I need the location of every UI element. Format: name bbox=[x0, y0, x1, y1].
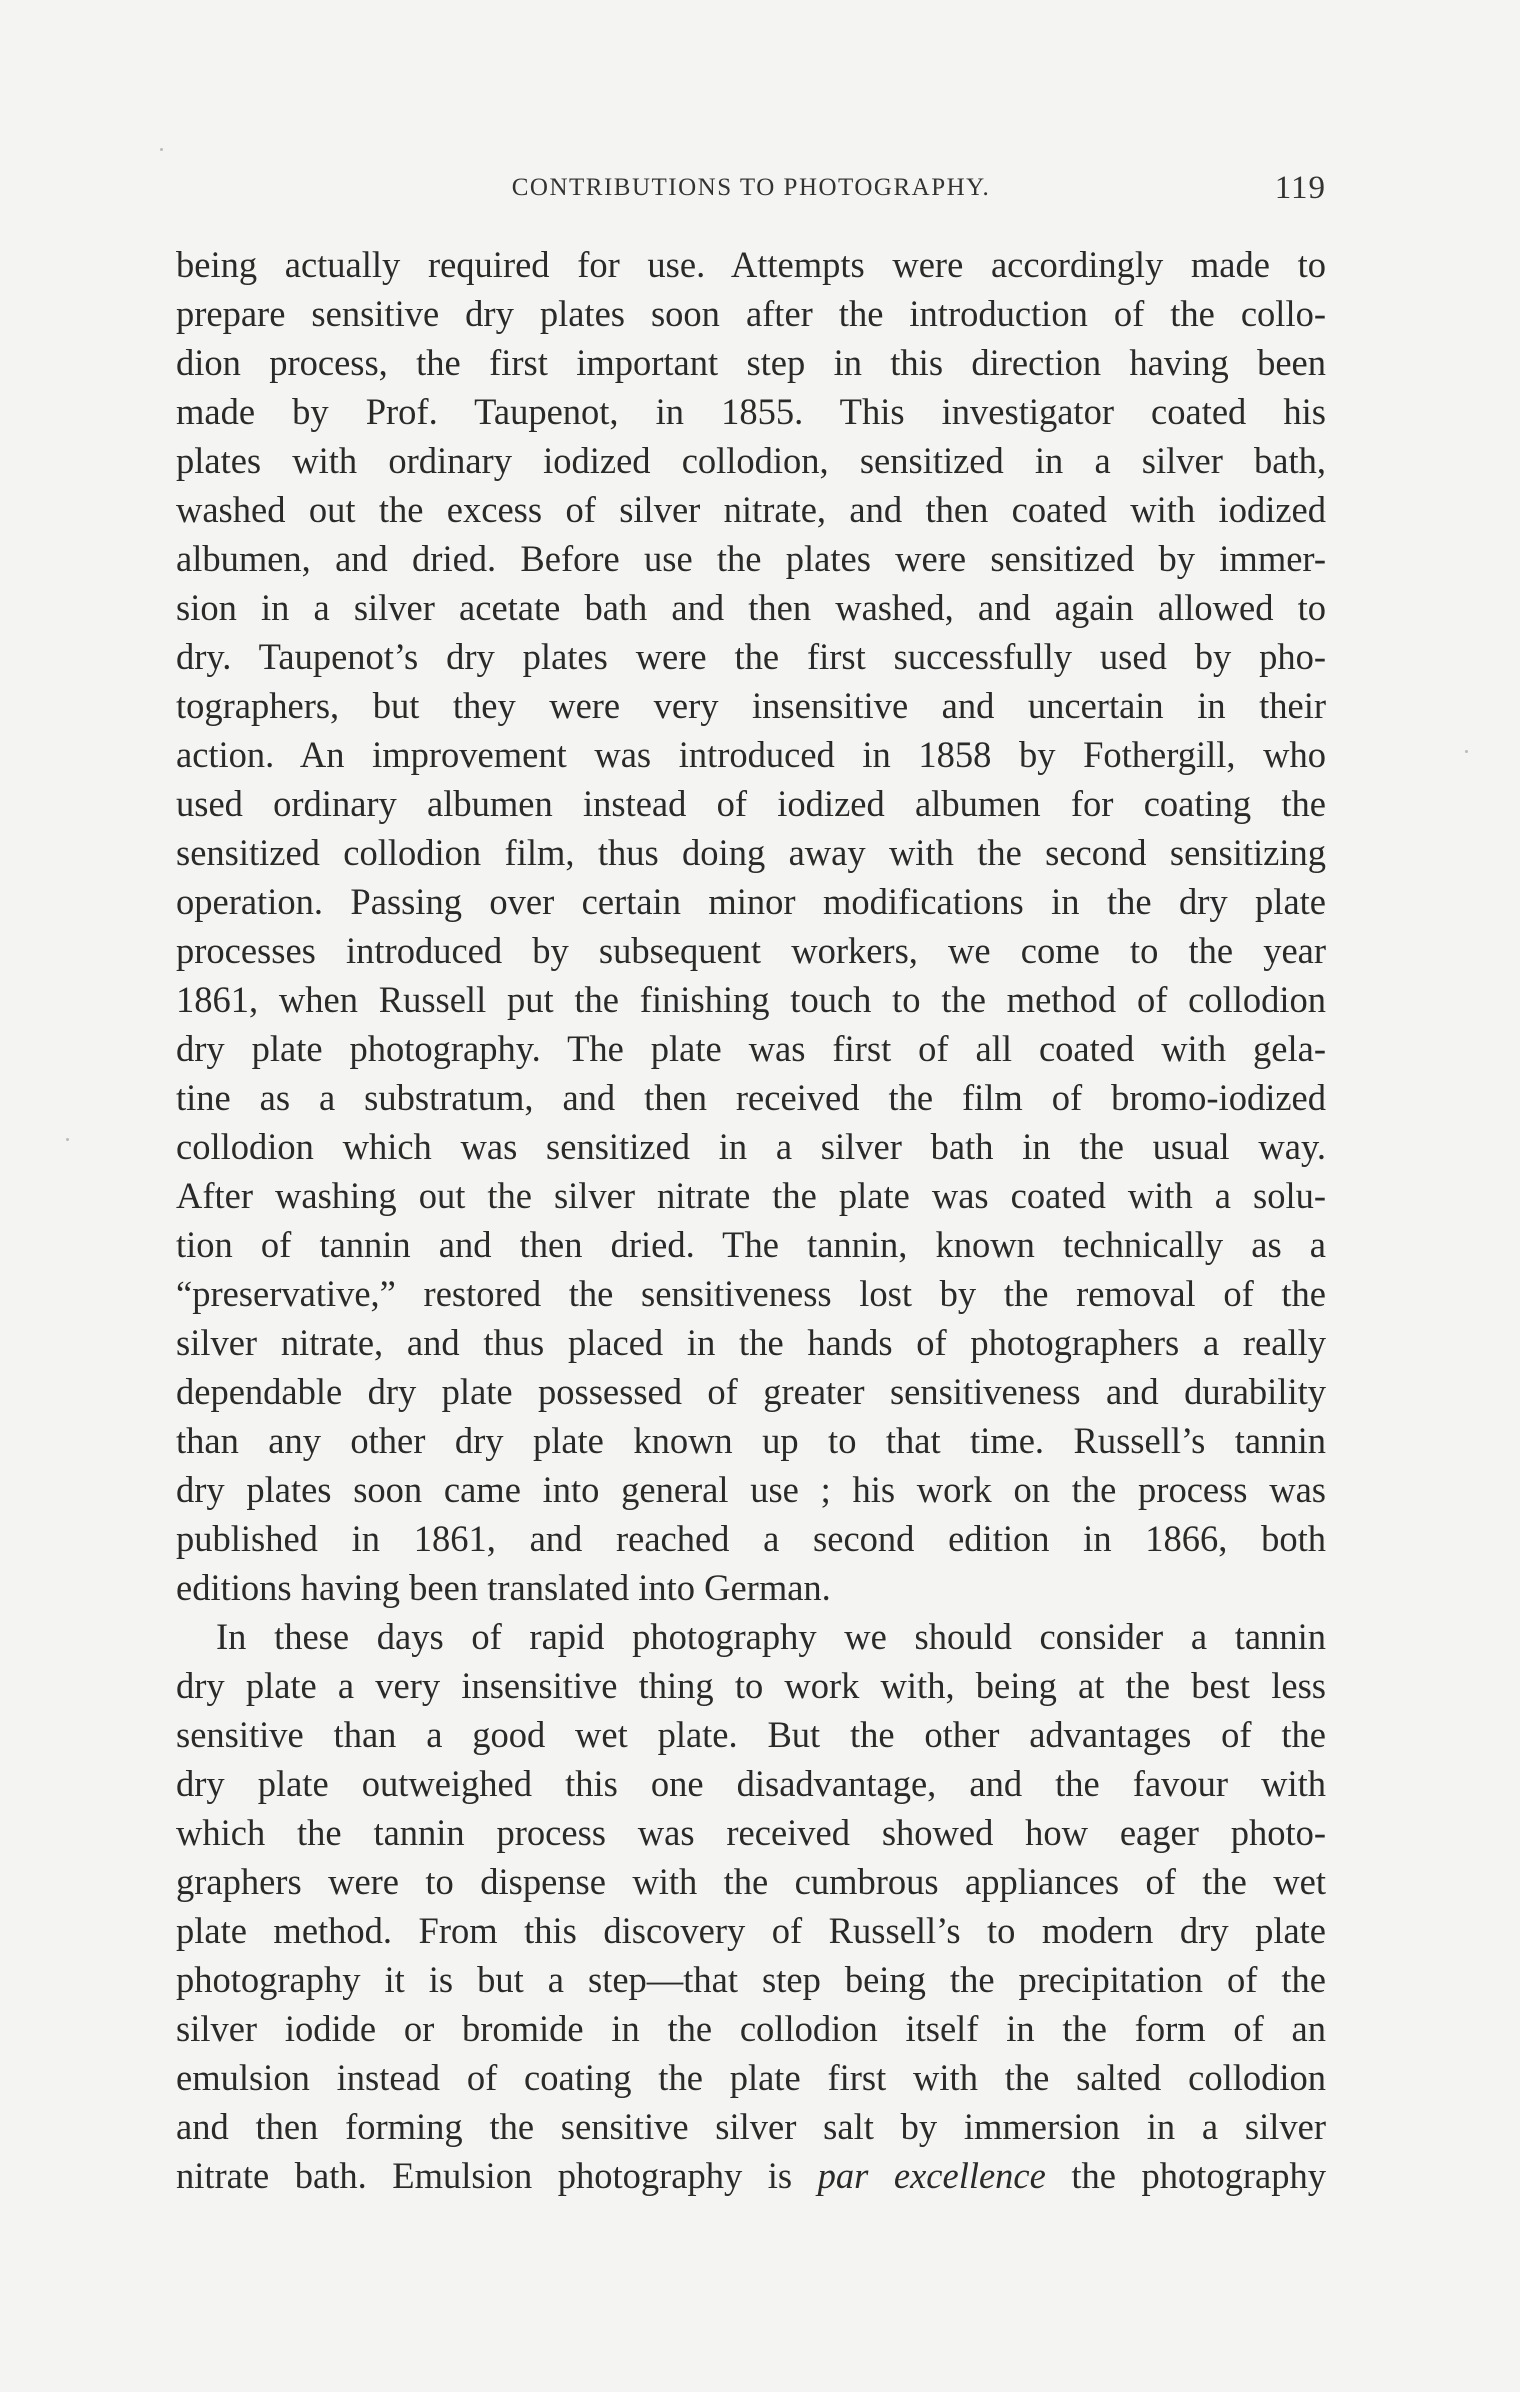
running-head bbox=[176, 170, 1326, 210]
body-text bbox=[176, 240, 1326, 2200]
text-line: photography it is but a step—that step being the precipitation of the bbox=[176, 1959, 1326, 2000]
text-line: “preservative,” restored the sensitiveness lost by the removal of the bbox=[176, 1273, 1326, 1314]
paragraph-1 bbox=[176, 240, 1326, 1612]
text-line: plate method. From this discovery of Russell’s to modern dry plate bbox=[176, 1910, 1326, 1951]
text-line: 1861, when Russell put the finishing touch to the method of collodion bbox=[176, 979, 1326, 1020]
text-line: dry. Taupenot’s dry plates were the first successfully used by pho- bbox=[176, 636, 1326, 677]
text-line: dry plate a very insensitive thing to work with, being at the best less bbox=[176, 1665, 1326, 1706]
text-line: and then forming the sensitive silver salt by immersion in a silver bbox=[176, 2106, 1326, 2147]
text-line: dry plates soon came into general use ; his work on the process was bbox=[176, 1469, 1326, 1510]
text-line: emulsion instead of coating the plate first with the salted collodion bbox=[176, 2057, 1326, 2098]
text-line: operation. Passing over certain minor modifications in the dry plate bbox=[176, 881, 1326, 922]
text-line: being actually required for use. Attempts were accordingly made to bbox=[176, 244, 1326, 285]
text-line-mixed bbox=[176, 2151, 1326, 2200]
text-line: than any other dry plate known up to that time. Russell’s tannin bbox=[176, 1420, 1326, 1461]
text-line: made by Prof. Taupenot, in 1855. This investigator coated his bbox=[176, 391, 1326, 432]
text-line: plates with ordinary iodized collodion, sensitized in a silver bath, bbox=[176, 440, 1326, 481]
text-line: processes introduced by subsequent workers, we come to the year bbox=[176, 930, 1326, 971]
text-line-last: editions having been translated into German. bbox=[176, 1567, 831, 1608]
text-line: silver iodide or bromide in the collodion itself in the form of an bbox=[176, 2008, 1326, 2049]
text-line: sensitized collodion film, thus doing away with the second sensitizing bbox=[176, 832, 1326, 873]
text-line: dry plate photography. The plate was first of all coated with gela- bbox=[176, 1028, 1326, 1069]
paper-speck bbox=[160, 148, 163, 151]
text-line: sensitive than a good wet plate. But the other advantages of the bbox=[176, 1714, 1326, 1755]
text-line: sion in a silver acetate bath and then washed, and again allowed to bbox=[176, 587, 1326, 628]
text-line: After washing out the silver nitrate the plate was coated with a solu- bbox=[176, 1175, 1326, 1216]
text-line: dependable dry plate possessed of greater sensitiveness and durability bbox=[176, 1371, 1326, 1412]
page-number: 119 bbox=[1274, 170, 1326, 206]
paragraph-2 bbox=[176, 1612, 1326, 2200]
text-line: silver nitrate, and thus placed in the hands of photographers a really bbox=[176, 1322, 1326, 1363]
text-line: used ordinary albumen instead of iodized albumen for coating the bbox=[176, 783, 1326, 824]
text-line: action. An improvement was introduced in 1858 by Fothergill, who bbox=[176, 734, 1326, 775]
text-line: graphers were to dispense with the cumbrous appliances of the wet bbox=[176, 1861, 1326, 1902]
text-line: published in 1861, and reached a second edition in 1866, both bbox=[176, 1518, 1326, 1559]
text-line: prepare sensitive dry plates soon after the introduction of the collo- bbox=[176, 293, 1326, 334]
text-line: albumen, and dried. Before use the plates were sensitized by immer- bbox=[176, 538, 1326, 579]
text-line: dion process, the first important step in this direction having been bbox=[176, 342, 1326, 383]
text-line: tographers, but they were very insensitive and uncertain in their bbox=[176, 685, 1326, 726]
paper-speck bbox=[66, 1138, 69, 1141]
text-line-first: In these days of rapid photography we should consider a tannin bbox=[216, 1616, 1326, 1657]
text-line: which the tannin process was received showed how eager photo- bbox=[176, 1812, 1326, 1853]
text-segment: the photography bbox=[1045, 2155, 1327, 2196]
text-line: collodion which was sensitized in a silver bath in the usual way. bbox=[176, 1126, 1326, 1167]
paper-speck bbox=[1465, 750, 1468, 753]
text-segment: nitrate bath. Emulsion photography is bbox=[176, 2155, 818, 2196]
text-line: tine as a substratum, and then received the film of bromo-iodized bbox=[176, 1077, 1326, 1118]
italic-phrase: par excellence bbox=[817, 2155, 1046, 2196]
running-title: CONTRIBUTIONS TO PHOTOGRAPHY. bbox=[511, 174, 991, 201]
text-line: tion of tannin and then dried. The tannin, known technically as a bbox=[176, 1224, 1326, 1265]
text-line: dry plate outweighed this one disadvantage, and the favour with bbox=[176, 1763, 1326, 1804]
text-line: washed out the excess of silver nitrate, and then coated with iodized bbox=[176, 489, 1326, 530]
